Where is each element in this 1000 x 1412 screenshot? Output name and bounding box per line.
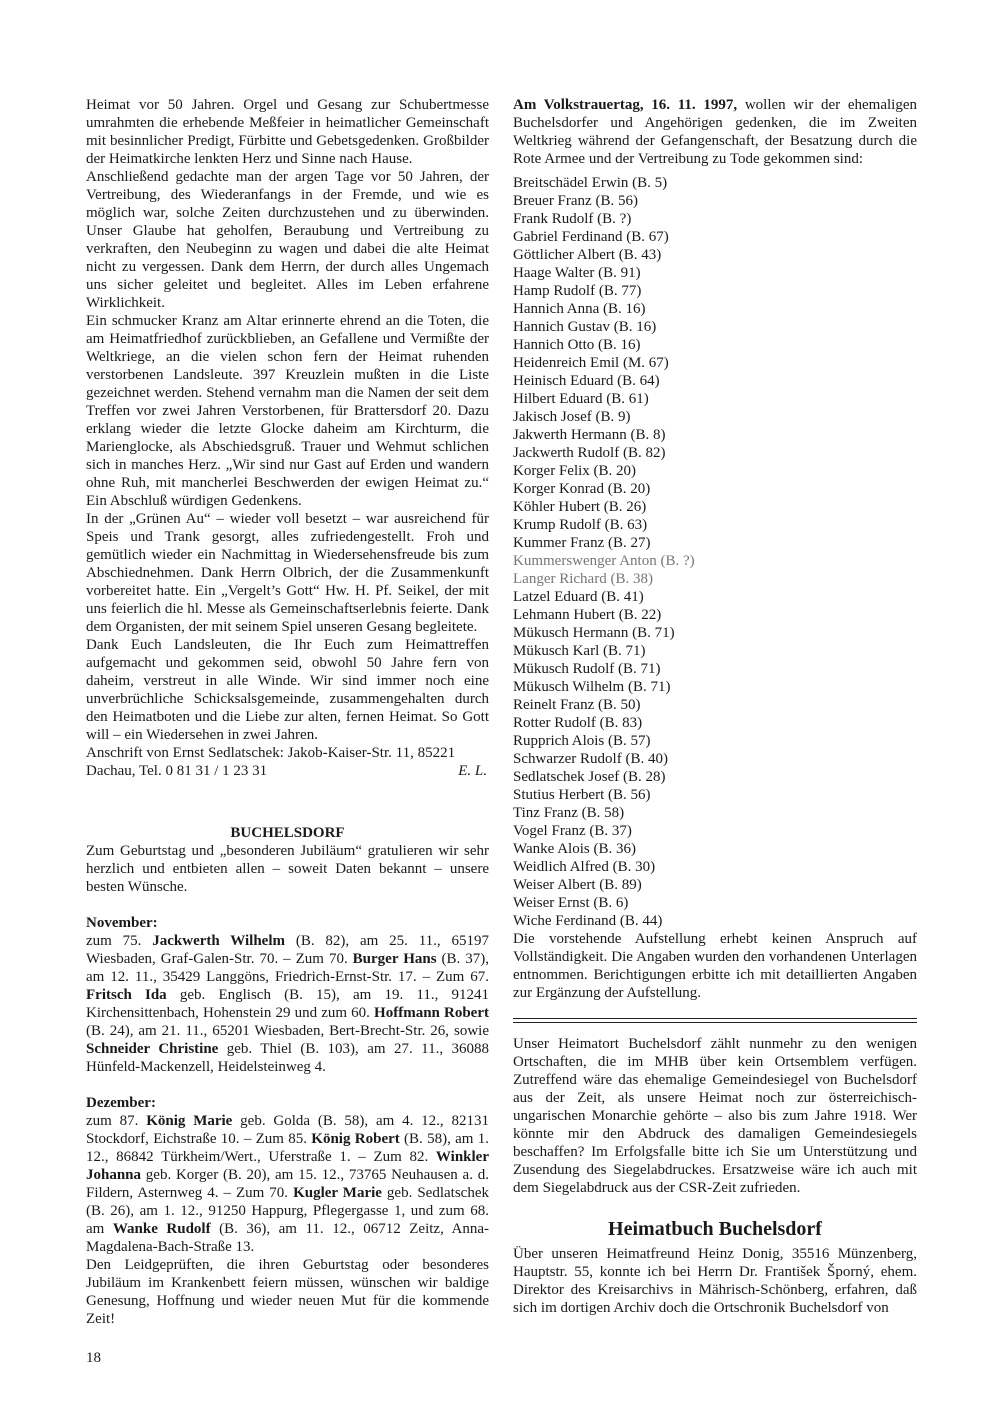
dezember-birthdays: zum 87. König Marie geb. Golda (B. 58), am 4. 12., 82131 Stockdorf, Eichstraße 10. – Zum 85. König Robert (B. 58), am 1. 12., 86842 Türkheim/Wert., Uferstraße 1. – Zum 82. Winkler Johanna geb. Korger (B. 20), am 15. 12., 73765 Neuhausen a. d. Fildern, Asternweg 4. – Zum 70. Kugler Marie geb. Sedlatschek (B. 26), am 1. 12., 91250 Happurg, Pflegergasse 1, und zum 68. am Wanke Rudolf (B. 36), am 11. 12., 06712 Zeitz, Anna-Magdalena-Bach-Straße 13. bbox=[86, 1113, 490, 1255]
memorial-name: Frank Rudolf (B. ?) bbox=[513, 211, 632, 227]
closing-wishes: Den Leidgeprüften, die ihren Geburtstag oder besonderes Jubiläum im Krankenbett feiern müssen, wünschen wir baldige Genesung, Hoffnung und wieder neuen Mut für die kommende Zeit! bbox=[86, 1257, 489, 1327]
section-divider bbox=[513, 1018, 917, 1023]
left-column bbox=[86, 96, 489, 1328]
birthday-name: König Marie bbox=[146, 1113, 233, 1129]
memorial-name: Mükusch Karl (B. 71) bbox=[513, 643, 646, 659]
birthday-intro: Zum Geburtstag und „besonderen Jubiläum“ gratulieren wir sehr herzlich und entbieten allen – soweit Daten bekannt – unsere besten Wünsche. bbox=[86, 843, 489, 895]
memorial-name: Mükusch Wilhelm (B. 71) bbox=[513, 679, 671, 695]
memorial-name: Krump Rudolf (B. 63) bbox=[513, 517, 648, 533]
paragraph-mass: Heimat vor 50 Jahren. Orgel und Gesang zur Schubertmesse umrahmten die erhebende Meßfeier in heimatlicher Gemeinschaft mit besinnlicher Predigt, Fürbitte und Gebetsgedenken. Großbilder der Heimatkirche lenkten Herz und Sinne nach Hause. bbox=[86, 97, 489, 167]
paragraph-remembrance: Anschließend gedachte man der argen Tage vor 50 Jahren, der Vertreibung, des Wiederanfangs in der Fremde, und wie es möglich war, solche Zeiten durchzustehen und zu überwinden. Unser Glaube hat geholfen, Beraubung und Vertreibung zu verkraften, den Neubeginn zu wagen und dabei die alte Heimat nicht zu vergessen. Dank dem Herrn, der durch alles Ungemach uns sicher geleitet und begleitet. Alles im Leben erfahrene Wirklichkeit. bbox=[86, 169, 489, 311]
memorial-name: Hannich Otto (B. 16) bbox=[513, 337, 641, 353]
memorial-name: Lehmann Hubert (B. 22) bbox=[513, 607, 662, 623]
memorial-name: Jakwerth Hermann (B. 8) bbox=[513, 427, 666, 443]
memorial-name: Köhler Hubert (B. 26) bbox=[513, 499, 647, 515]
memorial-name: Mükusch Rudolf (B. 71) bbox=[513, 661, 661, 677]
birthday-name: Schneider Christine bbox=[86, 1041, 219, 1057]
author-initials: E. L. bbox=[458, 763, 487, 779]
memorial-name: Vogel Franz (B. 37) bbox=[513, 823, 632, 839]
birthday-name: König Robert bbox=[311, 1131, 400, 1147]
list-disclaimer: Die vorstehende Aufstellung erhebt keinen Anspruch auf Vollständigkeit. Die Angaben wurden den vorhandenen Unterlagen entnommen. Berichtigungen erbitte ich mit detaillierten Angaben zur Ergänzung der Aufstellung. bbox=[513, 931, 917, 1001]
memorial-name: Breuer Franz (B. 56) bbox=[513, 193, 638, 209]
memorial-name: Kummer Franz (B. 27) bbox=[513, 535, 651, 551]
memorial-name: Hilbert Eduard (B. 61) bbox=[513, 391, 649, 407]
dezember-heading: Dezember: bbox=[86, 1095, 156, 1111]
memorial-name: Langer Richard (B. 38) bbox=[513, 571, 653, 587]
paragraph-wreath: Ein schmucker Kranz am Altar erinnerte ehrend an die Toten, die am Heimatfriedhof zurückblieben, an Gefallene und Vermißte der Weltkriege, an die vielen schon fern der Heimat ruhenden verstorbenen Landsleute. 397 Kreuzlein mußten in die Liste gezeichnet werden. Stehend vernahm man die Namen der seit dem Treffen vor zwei Jahren Verstorbenen, für Brattersdorf 20. Dazu erklang wieder die letzte Glocke daheim am Kirchturm, die Marienglocke, als Abschiedsgruß. Trauer und Wehmut schlichen sich in manches Herz. „Wir sind nur Gast auf Erden und wandern ohne Ruh, mit mancherlei Beschwerden der ewigen Heimat zu.“ Ein Abschluß würdigen Gedenkens. bbox=[86, 313, 489, 509]
november-heading: November: bbox=[86, 915, 158, 931]
birthday-name: Burger Hans bbox=[352, 951, 437, 967]
memorial-name: Sedlatschek Josef (B. 28) bbox=[513, 769, 666, 785]
birthday-name: Jackwerth Wilhelm bbox=[152, 933, 286, 949]
memorial-name: Jackwerth Rudolf (B. 82) bbox=[513, 445, 666, 461]
memorial-name: Mükusch Hermann (B. 71) bbox=[513, 625, 675, 641]
heimatbuch-text: Über unseren Heimatfreund Heinz Donig, 35516 Münzenberg, Hauptstr. 55, konnte ich bei Herrn Dr. František Šporný, ehem. Direktor des Kreisarchivs in Mährisch-Schönberg, erfahren, daß sich im dortigen Archiv doch die Ortschronik Buchelsdorf von bbox=[513, 1246, 917, 1316]
address-line: Anschrift von Ernst Sedlatschek: Jakob-Kaiser-Str. 11, 85221 bbox=[86, 745, 456, 761]
memorial-name: Latzel Eduard (B. 41) bbox=[513, 589, 644, 605]
memorial-name: Weiser Ernst (B. 6) bbox=[513, 895, 629, 911]
memorial-name: Korger Felix (B. 20) bbox=[513, 463, 637, 479]
memorial-name: Hannich Gustav (B. 16) bbox=[513, 319, 657, 335]
memorial-name: Heinisch Eduard (B. 64) bbox=[513, 373, 660, 389]
memorial-name: Jakisch Josef (B. 9) bbox=[513, 409, 631, 425]
page-number: 18 bbox=[86, 1350, 101, 1366]
birthday-name: Winkler Johanna bbox=[86, 1149, 489, 1183]
birthday-name: Kugler Marie bbox=[293, 1185, 382, 1201]
section-title-buchelsdorf: BUCHELSDORF bbox=[230, 825, 345, 841]
memorial-name: Hamp Rudolf (B. 77) bbox=[513, 283, 642, 299]
memorial-name: Haage Walter (B. 91) bbox=[513, 265, 641, 281]
memorial-name: Rotter Rudolf (B. 83) bbox=[513, 715, 643, 731]
birthday-name: Wanke Rudolf bbox=[112, 1221, 211, 1237]
paragraph-thanks: Dank Euch Landsleuten, die Ihr Euch zum Heimattreffen aufgemacht und gekommen seid, obwohl 50 Jahre fern von daheim, verstreut in alle Winde. Wir sind immer noch eine unverbrüchliche Schicksalsgemeinde, zusammengehalten durch den Heimatboten und die Liebe zur alten, fernen Heimat. So Gott will – ein Wiedersehen in zwei Jahren. bbox=[86, 637, 489, 743]
memorial-name: Wanke Alois (B. 36) bbox=[513, 841, 636, 857]
memorial-name: Göttlicher Albert (B. 43) bbox=[513, 247, 662, 263]
heimatbuch-title: Heimatbuch Buchelsdorf bbox=[608, 1218, 822, 1240]
memorial-name: Schwarzer Rudolf (B. 40) bbox=[513, 751, 668, 767]
memorial-name: Breitschädel Erwin (B. 5) bbox=[513, 175, 668, 191]
address-signature-row bbox=[86, 762, 489, 780]
volkstrauertag-intro: Am Volkstrauertag, 16. 11. 1997, wollen wir der ehemaligen Buchelsdorfer und Angehörigen gedenken, die im Zweiten Weltkrieg während der Gefangenschaft, der Besatzung durch die Rote Armee und der Vertreibung zu Tode gekommen sind: bbox=[513, 97, 918, 167]
memorial-name: Kummerswenger Anton (B. ?) bbox=[513, 553, 695, 569]
paragraph-gruene-au: In der „Grünen Au“ – wieder voll besetzt – war ausreichend für Speis und Trank gesorgt, alles zufriedengestellt. Froh und gemütlich wieder ein Nachmittag in Wiedersehensfreude bis zum Abschiednehmen. Dank Herrn Olbrich, der die Zusammenkunft vorbereitet hatte. Ein „Vergelt’s Gott“ Hw. H. Pf. Seikel, der mit uns feierlich die hl. Messe als Gemeinschaftserlebnis feierte. Dank dem Organisten, der mit seinem Spiel unseren Gesang begleitete. bbox=[86, 511, 489, 635]
memorial-name: Wiche Ferdinand (B. 44) bbox=[513, 913, 663, 929]
memorial-name: Hannich Anna (B. 16) bbox=[513, 301, 646, 317]
memorial-name: Gabriel Ferdinand (B. 67) bbox=[513, 229, 669, 245]
memorial-name: Reinelt Franz (B. 50) bbox=[513, 697, 641, 713]
memorial-name: Rupprich Alois (B. 57) bbox=[513, 733, 651, 749]
memorial-name: Korger Konrad (B. 20) bbox=[513, 481, 651, 497]
memorial-name: Weiser Albert (B. 89) bbox=[513, 877, 642, 893]
memorial-name: Tinz Franz (B. 58) bbox=[513, 805, 625, 821]
november-birthdays: zum 75. Jackwerth Wilhelm (B. 82), am 25. 11., 65197 Wiesbaden, Graf-Galen-Str. 70. – Zum 70. Burger Hans (B. 37), am 12. 11., 35429 Langgöns, Friedrich-Ernst-Str. 17. – Zum 67. Fritsch Ida geb. Englisch (B. 15), am 19. 11., 91241 Kirchensittenbach, Hohenstein 29 und zum 60. Hoffmann Robert (B. 24), am 21. 11., 65201 Wiesbaden, Bert-Brecht-Str. 26, sowie Schneider Christine geb. Thiel (B. 103), am 27. 11., 36088 Hünfeld-Mackenzell, Heidelsteinweg 4. bbox=[86, 933, 490, 1075]
right-column bbox=[513, 96, 917, 1317]
emblem-request: Unser Heimatort Buchelsdorf zählt nunmehr zu den wenigen Ortschaften, die im MHB über kein Ortsemblem verfügen. Zutreffend wäre das ehemalige Gemeindesiegel von Buchelsdorf aus der Zeit, als unsere Heimat noch zur österreichisch-ungarischen Monarchie gehörte – also bis zum Jahre 1918. Wer könnte mir den Abdruck des damaligen Gemeindesiegels beschaffen? Im Erfolgsfalle bitte ich Sie um Unterstützung und Zusendung des Siegelabdruckes. Ersatzweise wäre ich auch mit dem Siegelabdruck aus der CSR-Zeit zufrieden. bbox=[513, 1036, 917, 1196]
memorial-name: Stutius Herbert (B. 56) bbox=[513, 787, 651, 803]
birthday-name: Hoffmann Robert bbox=[374, 1005, 489, 1021]
birthday-name: Fritsch Ida bbox=[86, 987, 167, 1003]
memorial-name: Heidenreich Emil (M. 67) bbox=[513, 355, 669, 371]
memorial-name: Weidlich Alfred (B. 30) bbox=[513, 859, 656, 875]
memorial-name-list bbox=[513, 174, 917, 930]
address-phone: Dachau, Tel. 0 81 31 / 1 23 31 bbox=[86, 763, 268, 779]
